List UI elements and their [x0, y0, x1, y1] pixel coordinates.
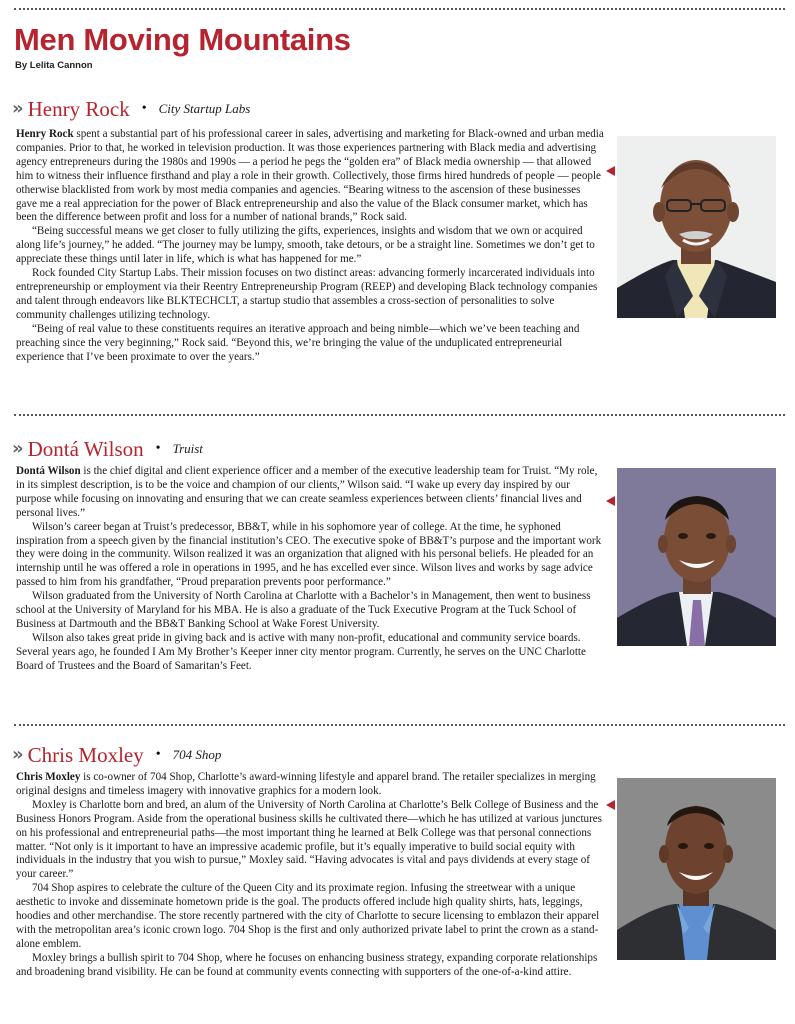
- profile-name: Dontá Wilson: [27, 436, 144, 461]
- profile-organization: City Startup Labs: [158, 101, 251, 116]
- lead-text: is the chief digital and client experience officer and a member of the executive leadership team for Truist. “My role, in its simplest description, is to be the voice and champion of our clients,” Wilson said. “I wake up every day inspired by our purpose while focusing on innovating and ensuring that we can create seamless experiences between clients’ financial lives and personal lives.”: [16, 465, 598, 519]
- profile-organization: 704 Shop: [172, 747, 222, 762]
- body-paragraph: Moxley brings a bullish spirit to 704 Shop, where he focuses on enhancing business strategy, expanding corporate relationships and broadening brand visibility. He can be found at community events connecting with supporters of the one-of-a-kind attire.: [16, 951, 598, 978]
- profile-body: [16, 465, 604, 674]
- chevron-icon: »: [12, 98, 18, 119]
- lead-text: is co-owner of 704 Shop, Charlotte’s award-winning lifestyle and apparel brand. The retailer specializes in merging original designs and timeless imagery with innovative graphics for a modern look.: [16, 771, 596, 797]
- lead-paragraph: [16, 771, 604, 799]
- separator-bullet: •: [155, 747, 161, 762]
- profile-header: [12, 96, 250, 122]
- chevron-icon: »: [12, 744, 18, 765]
- lead-paragraph: [16, 465, 604, 521]
- profile-header: [12, 436, 203, 462]
- body-paragraph: Wilson’s career began at Truist’s predecessor, BB&T, while in his sophomore year of college. At the time, he syphoned inspiration from a speech given by the financial institution’s CEO. The executive spoke of BB&T’s purpose and the important work they were doing in the community. Wilson realized it was an organization that aligned with his personal beliefs. He pleaded for an internship until he was offered a role in operations in 1995, and he has excelled ever since. Wilson lives and works by sage advice passed to him from his grandfather, “Proud preparation prevents poor performance.”: [16, 520, 602, 589]
- body-paragraph: Rock founded City Startup Labs. Their mission focuses on two distinct areas: advancing formerly incarcerated individuals into entrepreneurship or employment via their Reentry Entrepreneurship Program (REEP) and developing Black technology companies and talent through endeavors like BLKTECHCLT, a startup studio that assembles a cross-section of personalities to solve community challenges utilizing technology.: [16, 267, 598, 321]
- top-divider: [14, 8, 785, 10]
- body-paragraph: Wilson also takes great pride in giving back and is active with many non-profit, educational and community service boards. Several years ago, he founded I Am My Brother’s Keeper inner city mentor program. Currently, he serves on the UNC Charlotte Board of Trustees and the Board of Samaritan’s Feet.: [16, 631, 586, 672]
- lead-name: Chris Moxley: [16, 771, 81, 783]
- lead-paragraph: [16, 128, 604, 225]
- profile-chris-moxley: [0, 742, 795, 1024]
- byline: By Lelita Cannon: [15, 60, 93, 71]
- profile-header: [12, 742, 221, 768]
- body-paragraph: 704 Shop aspires to celebrate the culture of the Queen City and its proximate region. Infusing the streetwear with a unique aesthetic to invoke and disseminate hometown pride is the goal. The products offered include high quality shirts, hats, leggings, hoodies and other merchandise. The store recently partnered with the city of Charlotte to secure licensing to emblazon their apparel with the metropolitan area’s iconic crown logo. 704 Shop is the first and only authorized private label to print the crown as a stand-alone emblem.: [16, 882, 600, 950]
- portrait-photo: [617, 468, 776, 646]
- lead-name: Dontá Wilson: [16, 465, 81, 477]
- lead-name: Henry Rock: [16, 128, 74, 140]
- profile-organization: Truist: [172, 441, 203, 456]
- lead-text: spent a substantial part of his professional career in sales, advertising and marketing for Black-owned and urban media companies. Prior to that, he worked in television production. It was those experiences partnering with Black media and advertising agency entrepreneurs during the 1980s and 1990s — a period he pegs the “golden era” of Black media ownership — that allowed him to witness their influence firsthand and play a role in their growth. Collectively, those firms hired hundreds of people — people otherwise blacklisted from work by most media companies and agencies. “Bearing witness to the ascension of these businesses gave me a real appreciation for the power of Black entrepreneurship and also the value of the Black consumer market, which has been the difference between profit and loss for a number of national brands,” Rock said.: [16, 128, 604, 224]
- profile-henry-rock: [0, 96, 795, 410]
- profile-name: Chris Moxley: [27, 742, 144, 767]
- profile-body: [16, 771, 604, 980]
- portrait-photo: [617, 136, 776, 318]
- photo-pointer-icon: [606, 166, 615, 176]
- portrait-photo: [617, 778, 776, 960]
- profile-donta-wilson: [0, 436, 795, 716]
- body-paragraph: “Being of real value to these constituents requires an iterative approach and being nimble—which we’ve been teaching and preaching since the very beginning,” Rock said. “Beyond this, we’re bringing the value of the unduplicated entrepreneurial experience that I’ve been proximate to over the years.”: [16, 322, 580, 363]
- chevron-icon: »: [12, 438, 18, 459]
- section-divider: [14, 724, 785, 726]
- body-paragraph: “Being successful means we get closer to fully utilizing the gifts, experiences, insights and wisdom that we own or acquired along life’s journey,” he added. “The journey may be lumpy, smooth, take detours, or be a straight line. Sometimes we don’t get to appreciate these things until later in life, which is what has happened for me.”: [16, 225, 595, 266]
- page-title: Men Moving Mountains: [14, 22, 351, 57]
- separator-bullet: •: [155, 441, 161, 456]
- body-paragraph: Moxley is Charlotte born and bred, an alum of the University of North Carolina at Charlotte’s Belk College of Business and the Business Honors Program. Aside from the operational business skills he cultivated there—which he has utilized at various junctures on his professional and entrepreneurial paths—the most important thing he learned at Belk College was that personal connections matter. “Not only is it important to have an impressive academic profile, but it’s equally imperative to build social equity with individuals in the industry that you wish to pursue,” Moxley said. “Having advocates is vital and pays dividends at every stage of your career.”: [16, 798, 603, 881]
- photo-pointer-icon: [606, 496, 615, 506]
- body-paragraph: Wilson graduated from the University of North Carolina at Charlotte with a Bachelor’s in Management, then went to business school at the University of Maryland for his MBA. He is also a graduate of the Tuck Executive Program at the Tuck School of Business at Dartmouth and the BB&T Banking School at Wake Forest University.: [16, 590, 591, 630]
- profile-name: Henry Rock: [27, 96, 130, 121]
- separator-bullet: •: [141, 101, 147, 116]
- photo-pointer-icon: [606, 800, 615, 810]
- section-divider: [14, 414, 785, 416]
- profile-body: [16, 128, 604, 364]
